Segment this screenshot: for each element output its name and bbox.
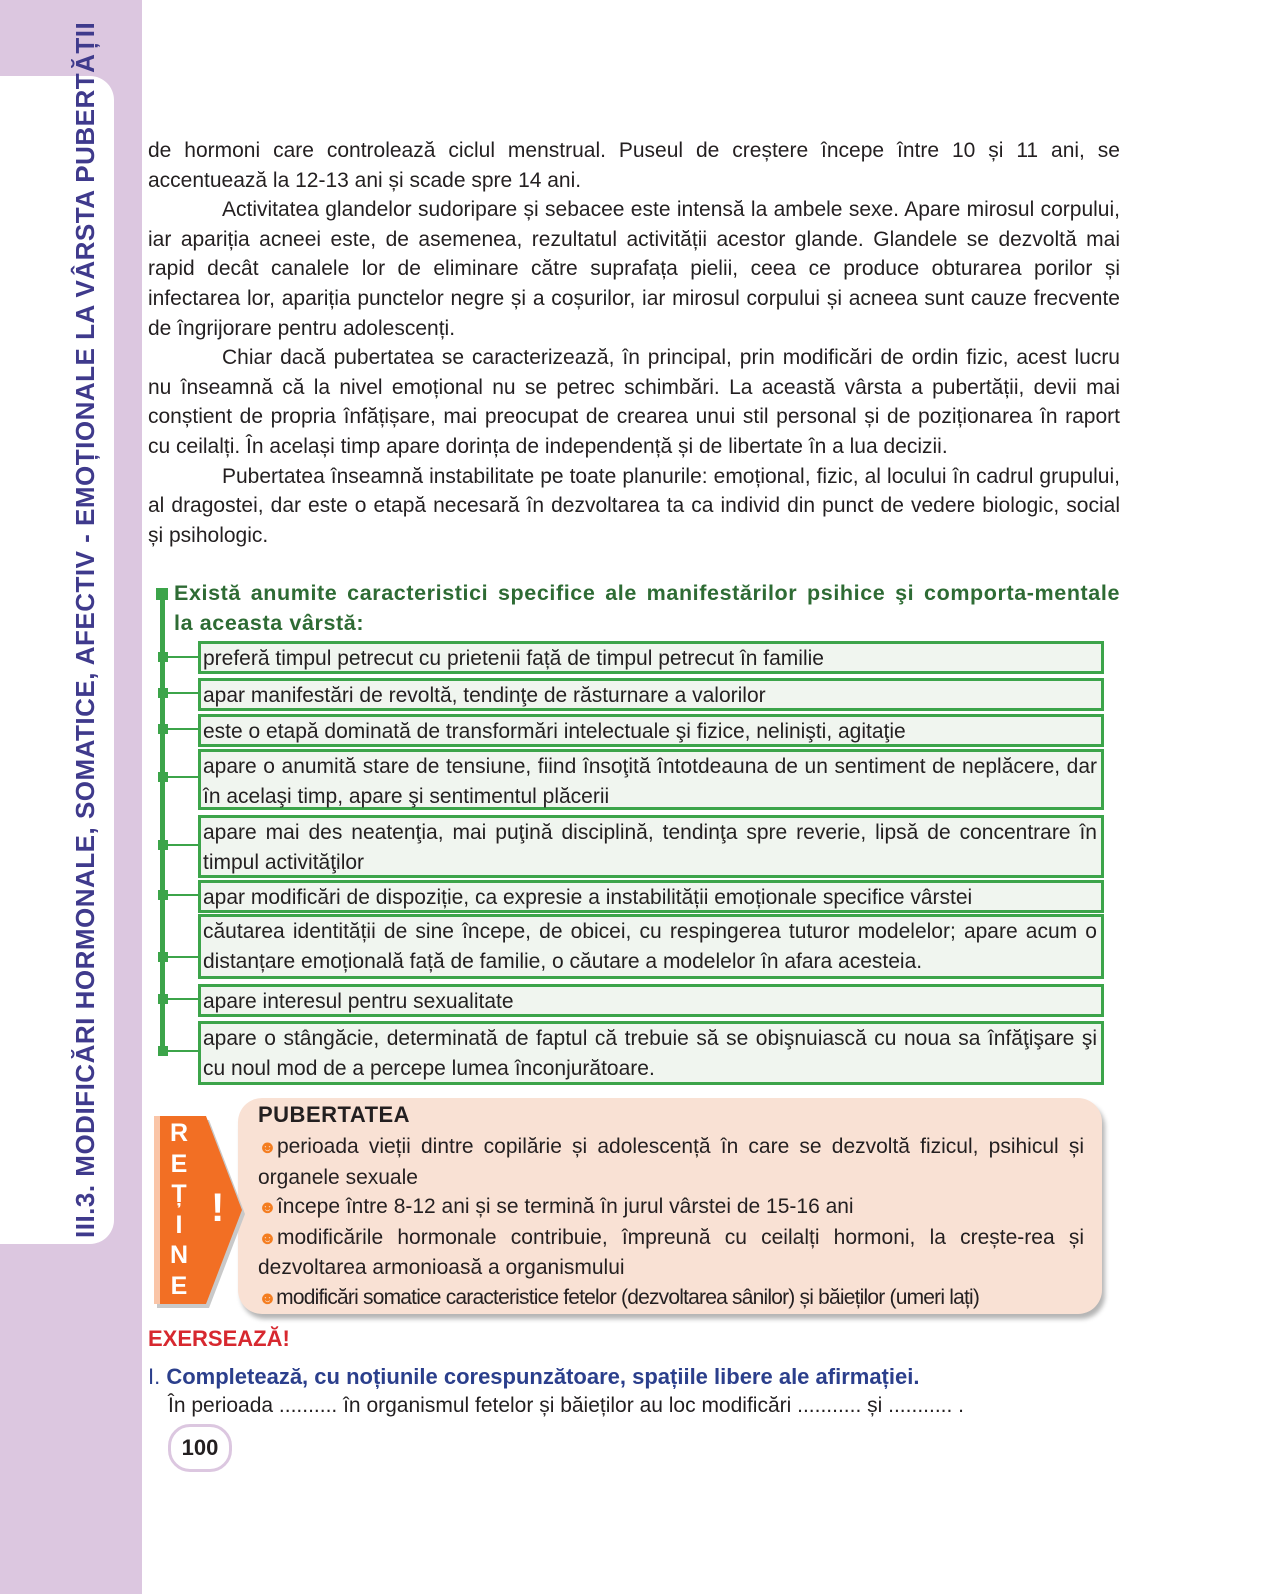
retine-letter: R [169,1119,189,1147]
retine-exclamation: ! [211,1186,225,1230]
characteristic-item: apare mai des neatenţia, mai puţină disciplină, tendinţa spre reverie, lipsă de concentrare în timpul activităţilor [198,815,1104,878]
characteristic-item: apar manifestări de revoltă, tendinţe de răsturnare a valorilor [198,678,1104,711]
connector-line [163,1050,199,1052]
exercise-task [148,1364,1120,1390]
connector-line [163,656,199,658]
connector-line [163,692,199,694]
characteristic-item: apare interesul pentru sexualitate [198,984,1104,1017]
characteristic-item: este o etapă dominată de transformări intelectuale şi fizice, nelinişti, agitaţie [198,714,1104,747]
retine-title: PUBERTATEA [258,1102,411,1127]
connector-line [163,956,199,958]
paragraph: Chiar dacă pubertatea se caracterizează, în principal, prin modificări de ordin fizic, acest lucru nu înseamnă că la nivel emoțional nu se petrec schimbări. La această vârsta a pubertății, devii mai conștient de propria înfățișare, mai preocupat de crearea unui stil personal și de poziționarea în raport cu ceilalți. În același timp apare dorința de independență și de libertate în a lua decizii. [148,346,1120,458]
connector-line [163,844,199,846]
fill-in-sentence[interactable]: În perioada .......... în organismul fetelor și băieților au loc modificări ........... și ........... . [168,1394,964,1417]
connector-line [163,998,199,1000]
connector-line [163,776,199,778]
retine-letter: N [169,1241,189,1269]
characteristic-item: apar modificări de dispoziție, ca expresie a instabilității emoționale specifice vârstei [198,880,1104,913]
retine-point: perioada vieții dintre copilărie și adolescență în care se dezvoltă fizicul, psihicul și organele sexuale [258,1135,1084,1189]
characteristic-item: căutarea identității de sine începe, de obicei, cu respingerea tuturor modelelor; apare acum o distanțare emoțională față de familie, o căutare a modelelor în afara acesteia. [198,914,1104,979]
retine-point: începe între 8-12 ani și se termină în jurul vârstei de 15-16 ani [276,1195,854,1219]
paragraph: de hormoni care controlează ciclul menstrual. Puseul de creștere începe între 10 și 11 ani, se accentuează la 12-13 ani și scade spre 14 ani. [148,139,1120,192]
retine-point: modificări somatice caracteristice fetelor (dezvoltarea sânilor) și băieților (umeri lați) [276,1285,980,1309]
task-text: Completează, cu noțiunile corespunzătoare, spațiile libere ale afirmației. [160,1364,920,1389]
smiley-icon: ☻ [258,1137,277,1157]
page-number: 100 [168,1424,232,1472]
chapter-title: MODIFICĂRI HORMONALE, SOMATICE, AFECTIV - EMOȚIONALE LA VÂRSTA PUBERTĂȚII [70,21,100,1185]
smiley-icon: ☻ [258,1227,277,1248]
connector-line [163,728,199,730]
connector-line [163,894,199,896]
retine-letter: I [175,1210,183,1239]
body-text [148,136,1120,550]
smiley-icon: ☻ [258,1197,277,1218]
retine-letter: E [170,1271,188,1300]
retine-letter: Ț [171,1180,187,1208]
characteristics-heading: Există anumite caracteristici specifice ale manifestărilor psihice şi comporta-mentale la aceasta vârstă: [174,581,1120,635]
characteristic-item: preferă timpul petrecut cu prietenii față de timpul petrecut în familie [198,641,1104,674]
chapter-number: III.3. [70,1184,100,1238]
chapter-title-vertical [70,22,101,1238]
retine-points [258,1132,1084,1314]
task-number: I. [148,1364,161,1389]
exercise-heading: EXERSEAZĂ! [148,1326,290,1351]
smiley-icon: ☻ [258,1287,277,1308]
characteristic-item: apare o stângăcie, determinată de faptul că trebuie să se obişnuiască cu noua sa înfăţişare şi cu noul mod de a percepe lumea înconjurătoare. [198,1021,1104,1085]
retine-point: modificările hormonale contribuie, împreună cu ceilalți hormoni, la crește-rea și dezvoltarea armonioasă a organismului [258,1225,1084,1280]
retine-label [158,1118,200,1301]
retine-letter: E [170,1149,188,1178]
characteristic-item: apare o anumită stare de tensiune, fiind însoţită întotdeauna de un sentiment de neplăcere, dar în acelaşi timp, apare şi sentimentul plăcerii [198,749,1104,810]
paragraph: Activitatea glandelor sudoripare și sebacee este intensă la ambele sexe. Apare mirosul corpului, iar apariția acneei este, de asemenea, rezultatul activității acestor glande. Glandele se dezvoltă mai rapid decât canalele lor de eliminare către suprafața pielii, ceea ce produce obturarea porilor și infectarea lor, apariția punctelor negre și a coșurilor, iar mirosul corpului și acneea sunt cauze frecvente de îngrijorare pentru adolescenți. [148,198,1120,340]
paragraph: Pubertatea înseamnă instabilitate pe toate planurile: emoțional, fizic, al locului în cadrul grupului, al dragostei, dar este o etapă necesară în dezvoltarea ta ca individ din punct de vedere biologic, social și psihologic. [148,464,1120,547]
